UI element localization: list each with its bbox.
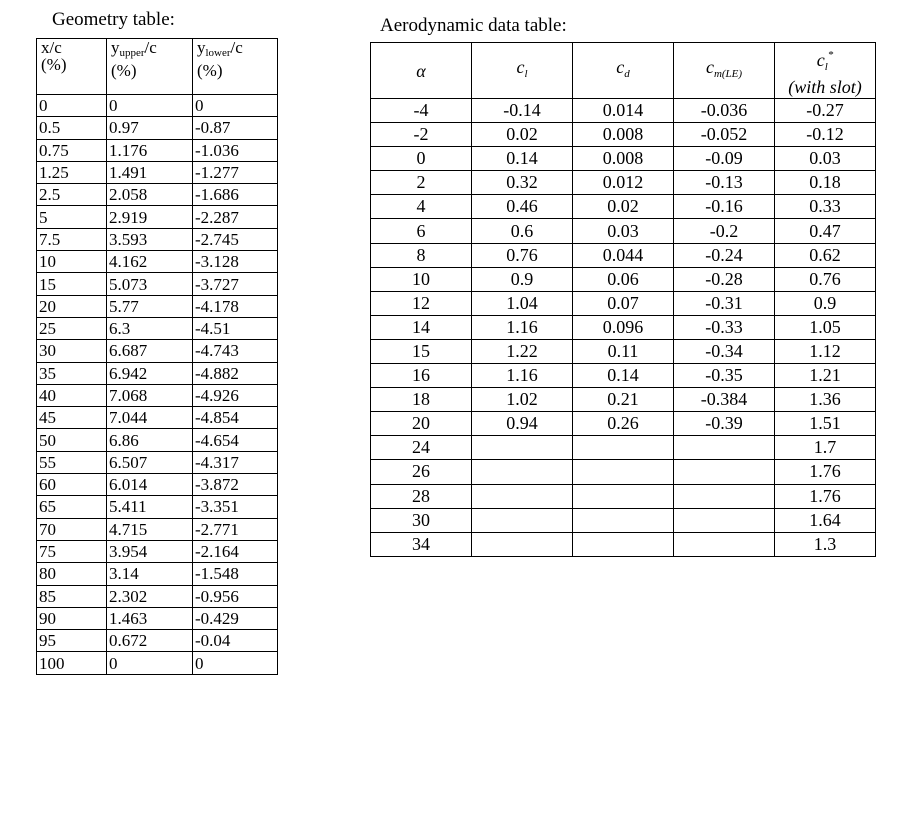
table-cell-y-lower: -3.727 bbox=[193, 273, 278, 295]
table-cell-alpha: 12 bbox=[371, 291, 472, 315]
header-x-unit: (%) bbox=[41, 55, 67, 74]
table-cell-cl-slot: 1.64 bbox=[775, 508, 876, 532]
table-cell-cl: 0.32 bbox=[472, 171, 573, 195]
table-cell-cl-slot: 1.76 bbox=[775, 484, 876, 508]
geometry-header-upper bbox=[107, 39, 193, 95]
table-cell-y-upper: 4.162 bbox=[107, 251, 193, 273]
header-lower-sub: lower bbox=[205, 47, 231, 59]
table-cell-x: 1.25 bbox=[37, 161, 107, 183]
table-cell-x: 0 bbox=[37, 95, 107, 117]
header-cd-main: c bbox=[616, 57, 625, 77]
table-cell-cm-le bbox=[674, 508, 775, 532]
geometry-header-x bbox=[37, 39, 107, 95]
table-row bbox=[37, 474, 278, 496]
table-row bbox=[37, 451, 278, 473]
header-cm-main: c bbox=[705, 57, 714, 77]
table-cell-cl-slot: 1.7 bbox=[775, 436, 876, 460]
table-row bbox=[37, 161, 278, 183]
table-cell-y-lower: -2.745 bbox=[193, 228, 278, 250]
table-row bbox=[371, 484, 876, 508]
table-cell-y-lower: -0.429 bbox=[193, 607, 278, 629]
table-row bbox=[371, 364, 876, 388]
table-cell-y-upper: 0 bbox=[107, 652, 193, 674]
table-cell-y-upper: 6.014 bbox=[107, 474, 193, 496]
table-cell-y-lower: -3.351 bbox=[193, 496, 278, 518]
table-cell-cm-le bbox=[674, 460, 775, 484]
table-cell-x: 25 bbox=[37, 317, 107, 339]
table-cell-cm-le: -0.13 bbox=[674, 171, 775, 195]
table-cell-cl-slot: 0.76 bbox=[775, 267, 876, 291]
table-cell-cm-le: -0.31 bbox=[674, 291, 775, 315]
table-cell-y-upper: 6.687 bbox=[107, 340, 193, 362]
table-row bbox=[371, 243, 876, 267]
aerodynamic-table-caption: Aerodynamic data table: bbox=[380, 15, 567, 36]
table-cell-cl bbox=[472, 460, 573, 484]
table-cell-y-upper: 3.954 bbox=[107, 540, 193, 562]
table-row bbox=[371, 123, 876, 147]
table-cell-y-lower: -0.87 bbox=[193, 117, 278, 139]
table-cell-cl: 0.02 bbox=[472, 123, 573, 147]
table-row bbox=[37, 607, 278, 629]
table-cell-y-lower: 0 bbox=[193, 95, 278, 117]
table-cell-y-upper: 3.593 bbox=[107, 228, 193, 250]
table-cell-cd: 0.044 bbox=[573, 243, 674, 267]
table-cell-alpha: 26 bbox=[371, 460, 472, 484]
aero-header-cm bbox=[674, 43, 775, 99]
table-cell-y-upper: 6.942 bbox=[107, 362, 193, 384]
table-cell-y-lower: -3.872 bbox=[193, 474, 278, 496]
table-cell-cl-slot: 0.47 bbox=[775, 219, 876, 243]
table-cell-y-lower: -4.51 bbox=[193, 317, 278, 339]
table-cell-x: 15 bbox=[37, 273, 107, 295]
table-cell-cd: 0.26 bbox=[573, 412, 674, 436]
table-cell-y-upper: 2.302 bbox=[107, 585, 193, 607]
table-cell-y-upper: 2.919 bbox=[107, 206, 193, 228]
table-row bbox=[371, 388, 876, 412]
table-cell-cl-slot: 0.62 bbox=[775, 243, 876, 267]
table-row bbox=[37, 518, 278, 540]
table-cell-cl: -0.14 bbox=[472, 99, 573, 123]
table-cell-x: 0.5 bbox=[37, 117, 107, 139]
table-row bbox=[371, 460, 876, 484]
table-cell-cm-le: -0.33 bbox=[674, 315, 775, 339]
table-cell-y-upper: 6.3 bbox=[107, 317, 193, 339]
table-cell-y-lower: -4.178 bbox=[193, 295, 278, 317]
table-row bbox=[37, 184, 278, 206]
table-row bbox=[371, 339, 876, 363]
table-cell-x: 35 bbox=[37, 362, 107, 384]
table-cell-x: 70 bbox=[37, 518, 107, 540]
table-cell-y-lower: -2.287 bbox=[193, 206, 278, 228]
table-row bbox=[371, 508, 876, 532]
table-cell-cd: 0.21 bbox=[573, 388, 674, 412]
table-cell-y-lower: -4.317 bbox=[193, 451, 278, 473]
table-row bbox=[37, 273, 278, 295]
table-cell-y-upper: 6.86 bbox=[107, 429, 193, 451]
header-cls-note: (with slot) bbox=[788, 76, 862, 97]
table-cell-cl-slot: 1.12 bbox=[775, 339, 876, 363]
table-cell-cd bbox=[573, 508, 674, 532]
table-cell-cl: 0.94 bbox=[472, 412, 573, 436]
table-cell-x: 95 bbox=[37, 630, 107, 652]
table-cell-alpha: 34 bbox=[371, 532, 472, 556]
table-cell-cl-slot: 0.03 bbox=[775, 147, 876, 171]
header-lower-main: y bbox=[197, 38, 206, 57]
table-cell-cl: 0.9 bbox=[472, 267, 573, 291]
table-cell-cl: 1.02 bbox=[472, 388, 573, 412]
table-cell-y-lower: -1.277 bbox=[193, 161, 278, 183]
table-cell-cm-le: -0.036 bbox=[674, 99, 775, 123]
table-cell-alpha: 18 bbox=[371, 388, 472, 412]
table-cell-y-upper: 1.491 bbox=[107, 161, 193, 183]
header-cm-sub: m(LE) bbox=[713, 68, 743, 80]
table-cell-cm-le: -0.052 bbox=[674, 123, 775, 147]
table-cell-cm-le: -0.2 bbox=[674, 219, 775, 243]
table-cell-cl: 1.16 bbox=[472, 315, 573, 339]
table-cell-y-lower: -0.956 bbox=[193, 585, 278, 607]
table-row bbox=[37, 362, 278, 384]
table-row bbox=[371, 195, 876, 219]
header-cl-main: c bbox=[516, 57, 525, 77]
table-row bbox=[371, 291, 876, 315]
table-cell-y-upper: 5.073 bbox=[107, 273, 193, 295]
table-cell-cm-le: -0.34 bbox=[674, 339, 775, 363]
table-cell-alpha: 0 bbox=[371, 147, 472, 171]
table-cell-cl bbox=[472, 484, 573, 508]
table-cell-y-upper: 5.77 bbox=[107, 295, 193, 317]
table-cell-cm-le bbox=[674, 532, 775, 556]
table-cell-cl-slot: 1.36 bbox=[775, 388, 876, 412]
table-cell-cm-le: -0.28 bbox=[674, 267, 775, 291]
table-cell-alpha: 24 bbox=[371, 436, 472, 460]
aero-header-row bbox=[371, 43, 876, 99]
table-cell-cl-slot: 0.18 bbox=[775, 171, 876, 195]
table-cell-cl: 0.14 bbox=[472, 147, 573, 171]
header-upper-unit: (%) bbox=[111, 61, 137, 80]
table-row bbox=[371, 315, 876, 339]
table-cell-cl-slot: -0.12 bbox=[775, 123, 876, 147]
table-cell-y-lower: -1.548 bbox=[193, 563, 278, 585]
table-cell-y-lower: 0 bbox=[193, 652, 278, 674]
table-cell-y-lower: -1.686 bbox=[193, 184, 278, 206]
table-cell-cl-slot: 1.76 bbox=[775, 460, 876, 484]
table-cell-alpha: 28 bbox=[371, 484, 472, 508]
geometry-table bbox=[36, 38, 278, 675]
table-row bbox=[37, 429, 278, 451]
table-cell-cd: 0.014 bbox=[573, 99, 674, 123]
header-upper-tail: /c bbox=[144, 38, 157, 57]
geometry-header-lower bbox=[193, 39, 278, 95]
table-row bbox=[37, 630, 278, 652]
table-cell-alpha: 15 bbox=[371, 339, 472, 363]
table-row bbox=[37, 251, 278, 273]
table-row bbox=[371, 267, 876, 291]
table-cell-y-lower: -4.654 bbox=[193, 429, 278, 451]
table-row bbox=[37, 295, 278, 317]
table-cell-x: 45 bbox=[37, 407, 107, 429]
table-cell-y-lower: -0.04 bbox=[193, 630, 278, 652]
table-row bbox=[37, 340, 278, 362]
table-cell-cm-le bbox=[674, 436, 775, 460]
table-cell-cd bbox=[573, 436, 674, 460]
table-cell-y-lower: -1.036 bbox=[193, 139, 278, 161]
table-cell-cl: 0.46 bbox=[472, 195, 573, 219]
table-cell-x: 20 bbox=[37, 295, 107, 317]
table-cell-x: 60 bbox=[37, 474, 107, 496]
aero-header-cl bbox=[472, 43, 573, 99]
table-cell-cd: 0.096 bbox=[573, 315, 674, 339]
header-upper-sub: upper bbox=[119, 47, 145, 59]
table-cell-x: 50 bbox=[37, 429, 107, 451]
table-cell-x: 55 bbox=[37, 451, 107, 473]
geometry-table-body bbox=[37, 95, 278, 675]
header-lower-tail: /c bbox=[230, 38, 243, 57]
table-cell-y-lower: -4.854 bbox=[193, 407, 278, 429]
table-cell-cd bbox=[573, 484, 674, 508]
table-row bbox=[37, 496, 278, 518]
table-cell-y-upper: 1.463 bbox=[107, 607, 193, 629]
table-cell-cd: 0.11 bbox=[573, 339, 674, 363]
table-cell-cm-le: -0.384 bbox=[674, 388, 775, 412]
table-cell-cl: 1.16 bbox=[472, 364, 573, 388]
table-cell-cl-slot: 1.3 bbox=[775, 532, 876, 556]
header-lower-unit: (%) bbox=[197, 61, 223, 80]
table-cell-x: 80 bbox=[37, 563, 107, 585]
table-cell-cm-le: -0.35 bbox=[674, 364, 775, 388]
table-cell-y-upper: 0.672 bbox=[107, 630, 193, 652]
geometry-header-row bbox=[37, 39, 278, 95]
table-cell-cd: 0.03 bbox=[573, 219, 674, 243]
table-cell-x: 30 bbox=[37, 340, 107, 362]
table-cell-cd bbox=[573, 532, 674, 556]
header-cd-sub: d bbox=[624, 68, 630, 80]
table-cell-cd: 0.012 bbox=[573, 171, 674, 195]
table-row bbox=[37, 585, 278, 607]
table-cell-cm-le: -0.39 bbox=[674, 412, 775, 436]
table-cell-x: 0.75 bbox=[37, 139, 107, 161]
table-cell-alpha: 30 bbox=[371, 508, 472, 532]
table-cell-cl bbox=[472, 508, 573, 532]
table-cell-alpha: 6 bbox=[371, 219, 472, 243]
table-cell-y-upper: 1.176 bbox=[107, 139, 193, 161]
table-cell-x: 10 bbox=[37, 251, 107, 273]
table-cell-cm-le: -0.16 bbox=[674, 195, 775, 219]
table-cell-cl: 0.6 bbox=[472, 219, 573, 243]
table-cell-cd: 0.14 bbox=[573, 364, 674, 388]
table-cell-y-upper: 7.068 bbox=[107, 384, 193, 406]
table-cell-y-upper: 5.411 bbox=[107, 496, 193, 518]
table-cell-x: 5 bbox=[37, 206, 107, 228]
table-cell-y-upper: 2.058 bbox=[107, 184, 193, 206]
table-cell-alpha: 14 bbox=[371, 315, 472, 339]
table-cell-x: 75 bbox=[37, 540, 107, 562]
aero-header-cd bbox=[573, 43, 674, 99]
table-cell-y-lower: -2.164 bbox=[193, 540, 278, 562]
table-row bbox=[37, 206, 278, 228]
table-cell-y-lower: -4.926 bbox=[193, 384, 278, 406]
table-cell-y-upper: 0 bbox=[107, 95, 193, 117]
table-cell-y-upper: 3.14 bbox=[107, 563, 193, 585]
table-cell-cl-slot: -0.27 bbox=[775, 99, 876, 123]
header-cls-sub: l bbox=[824, 60, 828, 73]
table-cell-alpha: 10 bbox=[371, 267, 472, 291]
table-cell-cd: 0.008 bbox=[573, 147, 674, 171]
table-cell-cm-le: -0.09 bbox=[674, 147, 775, 171]
table-row bbox=[37, 384, 278, 406]
table-row bbox=[37, 540, 278, 562]
table-cell-y-upper: 7.044 bbox=[107, 407, 193, 429]
table-cell-cl bbox=[472, 436, 573, 460]
table-cell-alpha: 20 bbox=[371, 412, 472, 436]
table-cell-alpha: 4 bbox=[371, 195, 472, 219]
table-cell-cl-slot: 0.9 bbox=[775, 291, 876, 315]
table-cell-alpha: -4 bbox=[371, 99, 472, 123]
table-row bbox=[371, 171, 876, 195]
table-cell-y-lower: -4.743 bbox=[193, 340, 278, 362]
aero-header-alpha bbox=[371, 43, 472, 99]
table-row bbox=[37, 563, 278, 585]
table-row bbox=[371, 532, 876, 556]
table-cell-y-upper: 0.97 bbox=[107, 117, 193, 139]
geometry-table-caption: Geometry table: bbox=[52, 9, 175, 30]
table-cell-y-lower: -4.882 bbox=[193, 362, 278, 384]
table-cell-x: 65 bbox=[37, 496, 107, 518]
table-cell-cl: 1.04 bbox=[472, 291, 573, 315]
table-cell-cd: 0.06 bbox=[573, 267, 674, 291]
header-cl-sub: l bbox=[524, 68, 528, 80]
aerodynamic-table bbox=[370, 42, 876, 557]
table-cell-x: 100 bbox=[37, 652, 107, 674]
header-alpha-label: α bbox=[416, 60, 426, 81]
table-cell-cl-slot: 1.21 bbox=[775, 364, 876, 388]
table-cell-x: 85 bbox=[37, 585, 107, 607]
table-row bbox=[37, 228, 278, 250]
header-x-label: x/c bbox=[41, 38, 62, 57]
table-cell-x: 40 bbox=[37, 384, 107, 406]
table-cell-x: 7.5 bbox=[37, 228, 107, 250]
table-cell-cm-le bbox=[674, 484, 775, 508]
table-cell-cl: 0.76 bbox=[472, 243, 573, 267]
table-cell-alpha: -2 bbox=[371, 123, 472, 147]
table-cell-x: 2.5 bbox=[37, 184, 107, 206]
table-cell-alpha: 2 bbox=[371, 171, 472, 195]
table-cell-y-lower: -3.128 bbox=[193, 251, 278, 273]
table-row bbox=[37, 117, 278, 139]
table-cell-x: 90 bbox=[37, 607, 107, 629]
table-cell-cd: 0.02 bbox=[573, 195, 674, 219]
table-row bbox=[371, 99, 876, 123]
aerodynamic-table-body bbox=[371, 99, 876, 557]
table-cell-cl-slot: 0.33 bbox=[775, 195, 876, 219]
table-cell-cd: 0.07 bbox=[573, 291, 674, 315]
table-cell-y-lower: -2.771 bbox=[193, 518, 278, 540]
header-cls-sup: * bbox=[827, 48, 834, 61]
table-row bbox=[37, 652, 278, 674]
table-cell-cl-slot: 1.51 bbox=[775, 412, 876, 436]
table-cell-y-upper: 4.715 bbox=[107, 518, 193, 540]
table-row bbox=[371, 147, 876, 171]
table-row bbox=[371, 412, 876, 436]
table-row bbox=[37, 95, 278, 117]
table-cell-cd: 0.008 bbox=[573, 123, 674, 147]
header-cls-main: c bbox=[816, 49, 825, 70]
table-cell-alpha: 16 bbox=[371, 364, 472, 388]
table-cell-cl bbox=[472, 532, 573, 556]
table-row bbox=[37, 139, 278, 161]
table-cell-cl: 1.22 bbox=[472, 339, 573, 363]
table-cell-y-upper: 6.507 bbox=[107, 451, 193, 473]
table-cell-cd bbox=[573, 460, 674, 484]
table-row bbox=[371, 219, 876, 243]
table-row bbox=[37, 407, 278, 429]
table-cell-alpha: 8 bbox=[371, 243, 472, 267]
header-upper-main: y bbox=[111, 38, 120, 57]
table-row bbox=[371, 436, 876, 460]
table-cell-cl-slot: 1.05 bbox=[775, 315, 876, 339]
table-row bbox=[37, 317, 278, 339]
aero-header-cl-slot bbox=[775, 43, 876, 99]
table-cell-cm-le: -0.24 bbox=[674, 243, 775, 267]
